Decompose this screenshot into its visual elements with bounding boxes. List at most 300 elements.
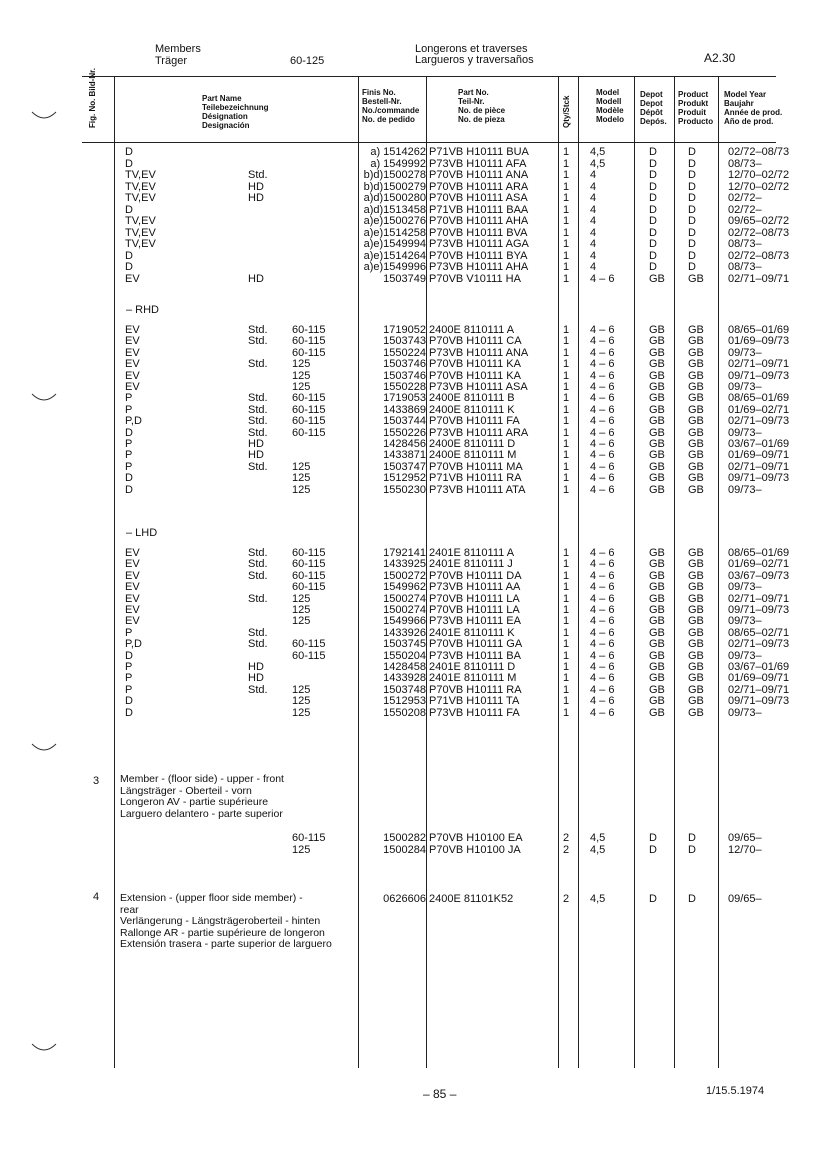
cell-variant: P [125,438,133,450]
cell-variant: EV [125,547,140,559]
cell-finis-no: a)d)1500280 [363,192,426,204]
cell-model-year: 09/73– [728,426,762,439]
cell-qty: 1 [563,335,570,348]
cell-depot: D [649,249,657,262]
cell-model-year: 02/72–08/73 [728,146,790,158]
cell-model: 4 – 6 [590,558,615,571]
cell-part-no: P70VB H10100 JA [429,844,521,856]
table-row [0,570,822,582]
cell-model-year: 09/73– [728,346,762,359]
cell-depot: D [649,203,657,216]
cell-product: GB [688,558,704,571]
cell-qty: 1 [563,661,570,673]
cell-product: GB [688,324,704,336]
cell-qty: 1 [563,381,570,393]
cell-qty: 1 [563,592,570,605]
cell-qty: 1 [563,238,570,250]
cell-depot: D [649,215,657,227]
cell-part-no: 2400E 81101K52 [429,893,514,905]
cell-model-year: 12/70–02/72 [728,180,790,193]
cell-model: 4,5 [590,844,606,856]
cell-finis-no: 1719052 [383,324,426,336]
cell-depot: GB [649,369,665,382]
cell-spec: Std. [248,638,268,651]
cell-part-no: P70VB H10111 RA [429,683,522,696]
cell-qty: 1 [563,358,570,371]
cell-depot: D [649,180,657,193]
cell-spec: HD [248,672,264,685]
cell-model: 4 – 6 [590,683,615,696]
cell-model: 4 – 6 [590,706,615,719]
cell-variant: EV [125,615,140,628]
cell-model: 4 [590,261,597,273]
cell-product: GB [688,604,704,616]
cell-part-no: P71VB H10111 BAA [429,203,529,216]
cell-model-year: 02/71–09/71 [728,272,790,285]
cell-qty: 1 [563,369,570,382]
table-row [0,581,822,593]
cell-engine: 60-115 [292,392,326,405]
cell-variant: EV [125,558,140,571]
cell-depot: GB [649,626,665,639]
table-row [0,707,822,719]
cell-variant: EV [125,358,140,371]
cell-model: 4 – 6 [590,369,615,382]
table-row [0,273,822,285]
table-row [0,370,822,382]
table-row [0,204,822,216]
cell-depot: GB [649,661,665,673]
cell-model: 4 – 6 [590,569,615,582]
cell-depot: GB [649,472,665,485]
cell-part-no: P70VB H10111 LA [429,592,520,605]
cell-product: D [688,844,696,856]
table-row [0,627,822,639]
cell-qty: 1 [563,426,570,439]
table-row [0,261,822,273]
col-header-model-year: Model Year Baujahr Année de prod. Año de prod. [724,90,783,126]
cell-product: GB [688,547,704,559]
cell-model: 4 [590,215,597,227]
cell-engine: 125 [292,695,311,708]
cell-depot: GB [649,695,665,708]
table-row [0,461,822,473]
table-row [0,547,822,559]
cell-model-year: 02/71–09/71 [728,683,790,696]
cell-depot: D [649,893,657,905]
cell-qty: 1 [563,249,570,262]
cell-model: 4,5 [590,146,606,158]
item4-description: Extension - (upper floor side member) - rear Verlängerung - Längsträgeroberteil - hinten Rallonge AR - partie supérieure de longeron Extensión trasera - parte superior de larguero [120,892,332,950]
cell-spec: Std. [248,569,268,582]
cell-engine: 60-115 [292,569,326,582]
punch-mark-low [30,740,60,756]
cell-finis-no: 1500274 [383,604,426,616]
cell-depot: GB [649,403,665,416]
cell-variant: EV [125,604,140,616]
cell-model-year: 01/69–09/71 [728,449,790,462]
cell-finis-no: 1503747 [383,460,426,473]
cell-model-year: 02/72–08/73 [728,226,790,239]
cell-model-year: 08/65–01/69 [728,392,790,405]
cell-model-year: 02/72–08/73 [728,249,790,262]
cell-qty: 1 [563,203,570,216]
cell-model: 4 – 6 [590,592,615,605]
section-label-rhd: – RHD [126,304,160,316]
cell-finis-no: a) 1514262 [370,146,426,158]
table-row [0,558,822,570]
cell-model: 4 – 6 [590,661,615,673]
cell-variant: EV [125,335,140,348]
cell-depot: D [649,157,657,170]
cell-engine: 125 [292,615,311,628]
cell-finis-no: 1512953 [383,695,426,708]
cell-spec: HD [248,272,264,285]
cell-depot: GB [649,547,665,559]
cell-finis-no: 1503749 [383,272,426,285]
cell-qty: 1 [563,192,570,204]
cell-part-no: P73VB H10111 AA [429,581,521,594]
cell-variant: EV [125,272,140,285]
cell-spec: Std. [248,558,268,571]
cell-variant: P [125,460,133,473]
cell-variant: P,D [125,415,142,428]
item3-description: Member - (floor side) - upper - front Längsträger - Oberteil - vorn Longeron AV - partie supérieure Larguero delantero - parte superior [120,773,284,820]
table-row [0,250,822,262]
table-row [0,672,822,684]
cell-depot: D [649,226,657,239]
cell-product: D [688,203,696,216]
cell-qty: 1 [563,558,570,571]
cell-variant: P [125,661,133,673]
cell-spec: HD [248,438,264,450]
cell-part-no: 2400E 8110111 K [429,403,515,416]
cell-spec: Std. [248,547,268,559]
cell-engine: 125 [292,358,311,371]
cell-product: GB [688,581,704,594]
col-header-part-no: Part No. Teil-Nr. No. de pièce No. de pieza [458,88,506,124]
cell-qty: 1 [563,547,570,559]
table-row [0,844,822,856]
cell-finis-no: a)e)1549994 [363,238,426,250]
cell-depot: GB [649,381,665,393]
cell-part-no: P70VB H10111 KA [429,369,521,382]
cell-qty: 1 [563,215,570,227]
cell-depot: GB [649,415,665,428]
cell-model-year: 02/71–09/73 [728,638,790,651]
cell-depot: GB [649,449,665,462]
cell-product: GB [688,460,704,473]
cell-model-year: 02/72– [728,192,762,204]
cell-depot: GB [649,638,665,651]
col-header-fig: Fig. No. Bild-Nr. [88,68,97,128]
cell-finis-no: 1503746 [383,369,426,382]
cell-product: GB [688,346,704,359]
cell-engine: 60-115 [292,558,326,571]
cell-model-year: 09/71–09/73 [728,695,790,708]
cell-model-year: 09/71–09/73 [728,369,790,382]
cell-qty: 1 [563,272,570,285]
cell-product: D [688,249,696,262]
cell-part-no: P73VB H10111 FA [429,706,520,719]
table-row [0,181,822,193]
cell-model: 4,5 [590,157,606,170]
cell-variant: EV [125,581,140,594]
cell-product: GB [688,592,704,605]
cell-part-no: P70VB V10111 HA [429,272,521,285]
cell-part-no: P73VB H10111 ASA [429,381,528,393]
cell-model: 4 – 6 [590,426,615,439]
cell-spec: Std. [248,403,268,416]
cell-product: GB [688,335,704,348]
cell-model-year: 12/70–02/72 [728,169,790,181]
cell-product: GB [688,615,704,628]
cell-model: 4 – 6 [590,672,615,685]
cell-finis-no: 1433928 [383,672,426,685]
cell-variant: TV,EV [125,169,156,181]
cell-spec: Std. [248,626,268,639]
cell-product: GB [688,695,704,708]
cell-variant: TV,EV [125,238,156,250]
cell-depot: D [649,146,657,158]
section-label-lhd: – LHD [126,527,158,539]
cell-engine: 125 [292,369,311,382]
cell-finis-no: 1503744 [383,415,426,428]
col-header-part-name: Part Name Teilebezeichnung Désignation Designación [202,94,269,130]
cell-qty: 1 [563,392,570,405]
cell-part-no: P70VB H10111 GA [429,638,523,651]
cell-variant: EV [125,569,140,582]
table-row [0,392,822,404]
table-row [0,604,822,616]
cell-variant: EV [125,369,140,382]
cell-spec: Std. [248,358,268,371]
cell-model: 4 – 6 [590,581,615,594]
cell-variant: TV,EV [125,192,156,204]
cell-qty: 1 [563,403,570,416]
table-row [0,227,822,239]
cell-depot: GB [649,558,665,571]
cell-finis-no: 1550224 [383,346,426,359]
cell-model: 4 [590,192,597,204]
table-row [0,238,822,250]
cell-model-year: 01/69–09/73 [728,335,790,348]
cell-depot: GB [649,683,665,696]
table-row [0,650,822,662]
cell-variant: TV,EV [125,180,156,193]
cell-product: GB [688,638,704,651]
cell-model: 4 – 6 [590,547,615,559]
cell-product: GB [688,415,704,428]
cell-finis-no: a)e)1549996 [363,261,426,273]
cell-finis-no: 1500282 [383,832,426,844]
cell-variant: D [125,649,133,662]
table-row [0,215,822,227]
cell-finis-no: a)e)1514258 [363,226,426,239]
cell-spec: Std. [248,683,268,696]
cell-engine: 60-115 [292,335,326,348]
cell-finis-no: 1549966 [383,615,426,628]
cell-finis-no: 1500272 [383,569,426,582]
cell-finis-no: 1503748 [383,683,426,696]
cell-spec: Std. [248,324,268,336]
cell-engine: 60-115 [292,415,326,428]
cell-engine: 125 [292,683,311,696]
table-row [0,146,822,158]
cell-part-no: 2401E 8110111 M [429,672,517,685]
cell-qty: 2 [563,832,570,844]
cell-model-year: 09/73– [728,581,762,594]
cell-product: GB [688,449,704,462]
header-members-fr: Longerons et traverses [415,43,528,55]
cell-finis-no: 1433926 [383,626,426,639]
cell-qty: 1 [563,169,570,181]
cell-model-year: 08/73– [728,238,762,250]
cell-model: 4 – 6 [590,346,615,359]
cell-depot: D [649,238,657,250]
cell-model-year: 02/71–09/73 [728,415,790,428]
cell-product: D [688,226,696,239]
cell-model: 4 – 6 [590,438,615,450]
cell-variant: EV [125,324,140,336]
table-row [0,438,822,450]
cell-engine: 125 [292,592,311,605]
cell-qty: 1 [563,346,570,359]
cell-product: GB [688,426,704,439]
cell-part-no: P70VB H10111 DA [429,569,522,582]
table-row [0,381,822,393]
cell-engine: 125 [292,483,311,496]
cell-engine: 60-115 [292,346,326,359]
cell-model: 4 [590,169,597,181]
cell-depot: GB [649,335,665,348]
col-header-product: Product Produkt Produit Producto [678,90,714,126]
column-header-rule [82,142,776,143]
cell-qty: 1 [563,615,570,628]
cell-model-year: 09/73– [728,381,762,393]
cell-qty: 1 [563,449,570,462]
table-row [0,324,822,336]
cell-depot: GB [649,483,665,496]
cell-part-no: P70VB H10111 LA [429,604,520,616]
table-row [0,484,822,496]
cell-product: GB [688,358,704,371]
cell-model: 4 [590,180,597,193]
cell-part-no: 2401E 8110111 J [429,558,513,571]
item3-fig-no: 3 [93,775,100,787]
punch-mark-mid [30,390,60,406]
cell-model: 4 [590,203,597,216]
cell-variant: P [125,672,133,685]
cell-model-year: 08/73– [728,157,762,170]
cell-engine: 60-115 [292,649,326,662]
cell-part-no: 2400E 8110111 D [429,438,516,450]
cell-depot: GB [649,272,665,285]
cell-model-year: 08/65–02/71 [728,626,790,639]
cell-qty: 1 [563,157,570,170]
cell-product: D [688,180,696,193]
cell-model-year: 02/72– [728,203,762,216]
cell-part-no: P70VB H10111 ASA [429,192,528,204]
cell-qty: 1 [563,695,570,708]
cell-engine: 60-115 [292,547,326,559]
cell-product: D [688,146,696,158]
cell-finis-no: 1512952 [383,472,426,485]
cell-product: D [688,238,696,250]
cell-depot: GB [649,581,665,594]
cell-part-no: 2400E 8110111 M [429,449,517,462]
header-members-es: Largueros y traversaños [415,54,534,66]
cell-part-no: P70VB H10111 CA [429,335,522,348]
cell-part-no: P70VB H10111 BVA [429,226,528,239]
cell-engine: 60-115 [292,581,326,594]
cell-variant: D [125,706,133,719]
cell-depot: GB [649,460,665,473]
cell-depot: GB [649,346,665,359]
cell-model: 4 – 6 [590,472,615,485]
cell-finis-no: a) 1549992 [370,157,426,170]
cell-variant: P [125,449,133,462]
cell-spec: Std. [248,392,268,405]
cell-product: D [688,157,696,170]
cell-qty: 1 [563,146,570,158]
cell-model: 4 [590,249,597,262]
cell-model-year: 01/69–02/71 [728,558,790,571]
cell-model: 4 – 6 [590,324,615,336]
cell-part-no: P73VB H10111 AHA [429,261,529,273]
cell-model: 4 – 6 [590,649,615,662]
cell-depot: GB [649,604,665,616]
cell-product: GB [688,392,704,405]
cell-finis-no: 1433871 [383,449,426,462]
cell-qty: 1 [563,649,570,662]
cell-model-year: 02/71–09/71 [728,460,790,473]
cell-spec: Std. [248,415,268,428]
cell-depot: D [649,261,657,273]
cell-model-year: 02/71–09/71 [728,592,790,605]
cell-product: GB [688,626,704,639]
cell-qty: 1 [563,483,570,496]
cell-engine: 60-115 [292,426,326,439]
cell-model-year: 01/69–02/71 [728,403,790,416]
cell-variant: P,D [125,638,142,651]
header-members-de: Träger [155,55,187,67]
table-row [0,158,822,170]
cell-qty: 1 [563,438,570,450]
footer-date: 1/15.5.1974 [706,1085,765,1097]
cell-finis-no: 1503745 [383,638,426,651]
cell-engine: 125 [292,844,311,856]
cell-part-no: 2400E 8110111 A [429,324,515,336]
cell-model: 4 – 6 [590,403,615,416]
cell-engine: 125 [292,472,311,485]
cell-depot: GB [649,569,665,582]
cell-model: 4 – 6 [590,638,615,651]
cell-variant: EV [125,592,140,605]
col-header-qty: Qty/Stck [562,95,571,128]
cell-model: 4 – 6 [590,695,615,708]
cell-depot: GB [649,438,665,450]
cell-variant: EV [125,381,140,393]
cell-finis-no: b)d)1500279 [363,180,426,193]
table-row [0,169,822,181]
cell-qty: 1 [563,569,570,582]
table-row [0,893,822,905]
cell-spec: Std. [248,460,268,473]
cell-model: 4 – 6 [590,415,615,428]
cell-model: 4 – 6 [590,626,615,639]
cell-part-no: P70VB H10111 BYA [429,249,528,262]
